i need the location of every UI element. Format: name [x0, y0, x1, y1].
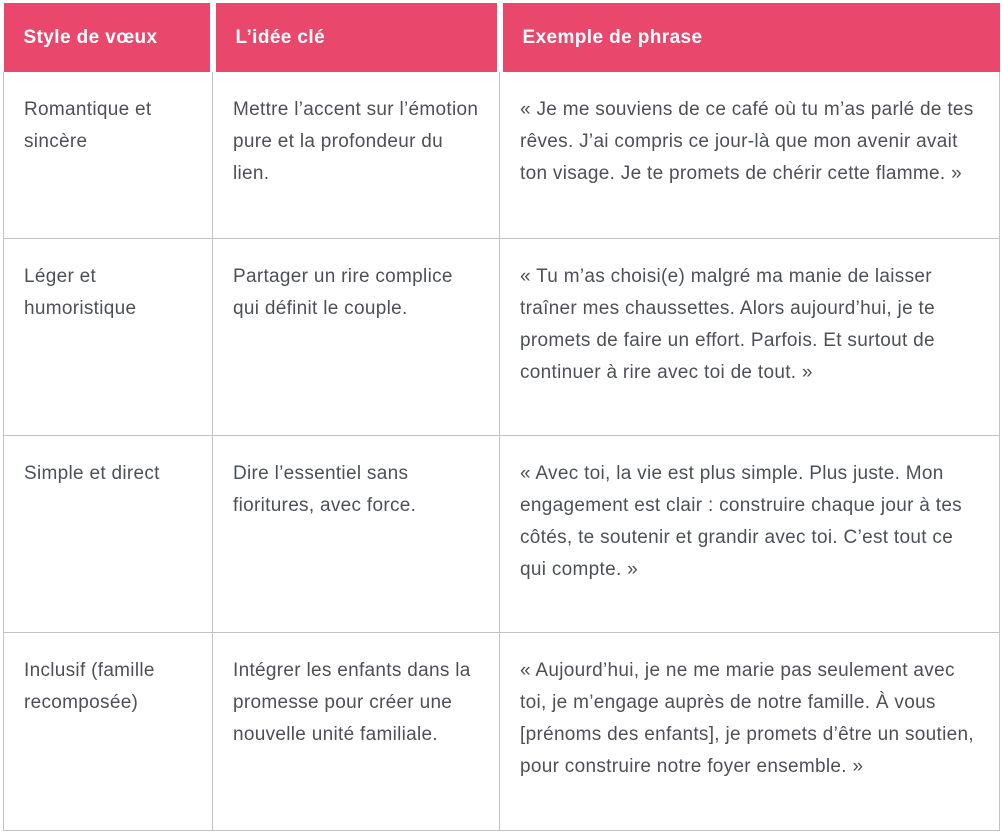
cell-style: Romantique et sincère [4, 72, 213, 238]
cell-example: « Avec toi, la vie est plus simple. Plus juste. Mon engagement est clair : construire chaque jour à tes côtés, te soutenir et grandir avec toi. C’est tout ce qui compte. » [500, 435, 1000, 632]
cell-idea: Mettre l’accent sur l’émotion pure et la profondeur du lien. [213, 72, 500, 238]
table-row [4, 72, 1000, 238]
cell-idea: Dire l’essentiel sans fioritures, avec force. [213, 435, 500, 632]
header-row [4, 3, 1000, 72]
table-header [4, 3, 1000, 72]
cell-style: Léger et humoristique [4, 238, 213, 435]
vows-style-table [3, 3, 1000, 831]
cell-example: « Je me souviens de ce café où tu m’as parlé de tes rêves. J’ai compris ce jour-là que mon avenir avait ton visage. Je te promets de chérir cette flamme. » [500, 72, 1000, 238]
cell-example: « Tu m’as choisi(e) malgré ma manie de laisser traîner mes chaussettes. Alors aujourd’hui, je te promets de faire un effort. Parfois. Et surtout de continuer à rire avec toi de tout. » [500, 238, 1000, 435]
cell-idea: Intégrer les enfants dans la promesse pour créer une nouvelle unité familiale. [213, 632, 500, 830]
cell-style: Inclusif (famille recomposée) [4, 632, 213, 830]
column-header-idee-cle: L’idée clé [213, 3, 500, 72]
cell-example: « Aujourd’hui, je ne me marie pas seulement avec toi, je m’engage auprès de notre famille. À vous [prénoms des enfants], je promets d’être un soutien, pour construire notre foyer ensemble. » [500, 632, 1000, 830]
table-row [4, 238, 1000, 435]
table-row [4, 632, 1000, 830]
column-header-exemple-de-phrase: Exemple de phrase [500, 3, 1000, 72]
cell-style: Simple et direct [4, 435, 213, 632]
table-body [4, 72, 1000, 830]
cell-idea: Partager un rire complice qui définit le couple. [213, 238, 500, 435]
table-row [4, 435, 1000, 632]
column-header-style-de-voeux: Style de vœux [4, 3, 213, 72]
